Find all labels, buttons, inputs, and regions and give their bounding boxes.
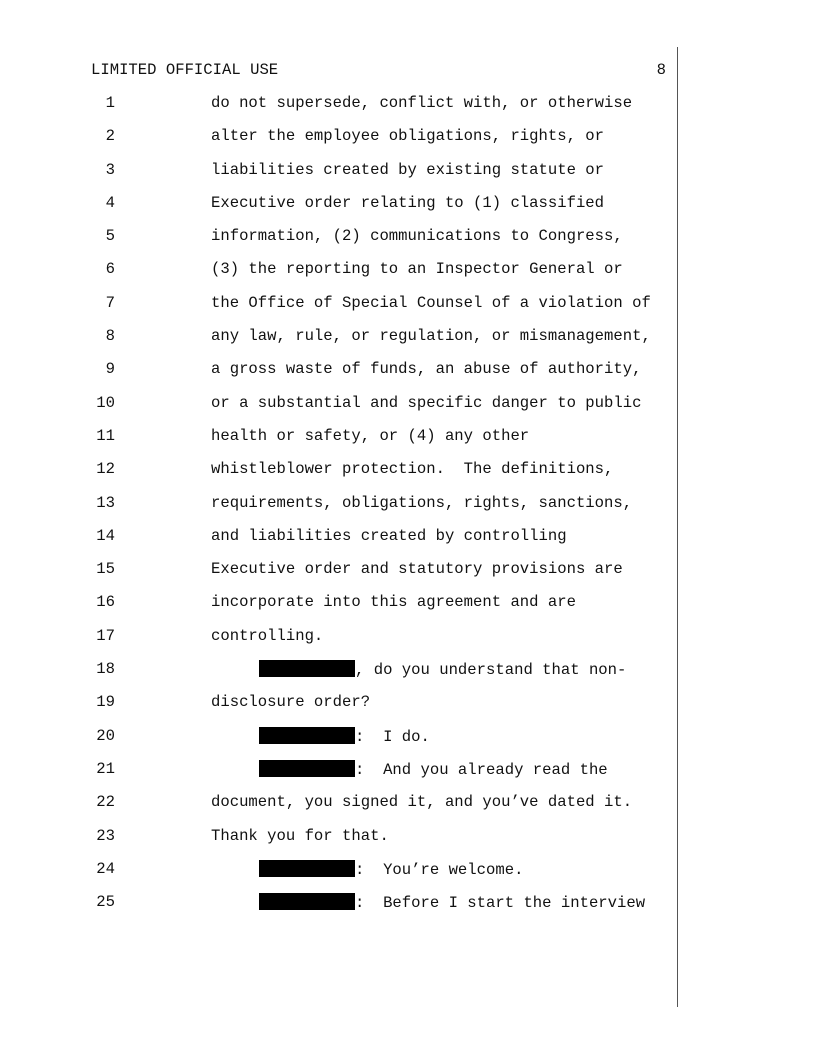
transcript-line <box>0 358 677 391</box>
line-content: : And you already read the <box>355 760 608 779</box>
line-text <box>211 227 623 245</box>
line-text <box>211 327 651 345</box>
redaction-box <box>259 860 355 877</box>
line-number: 11 <box>96 426 115 445</box>
line-number: 16 <box>96 593 115 612</box>
transcript-line <box>0 558 677 591</box>
line-text <box>259 760 608 779</box>
line-content: liabilities created by existing statute or <box>211 160 605 179</box>
transcript-line <box>0 525 677 558</box>
line-number: 7 <box>105 293 115 312</box>
transcript-line <box>0 858 677 891</box>
transcript-line <box>0 625 677 658</box>
line-content: do not supersede, conflict with, or otherwise <box>211 94 633 112</box>
transcript-line <box>0 658 677 691</box>
transcript-line <box>0 891 677 924</box>
line-text <box>211 460 613 478</box>
line-number: 4 <box>105 193 115 212</box>
line-content: (3) the reporting to an Inspector General or <box>211 260 623 279</box>
line-content: and liabilities created by controlling <box>211 526 567 545</box>
line-content: the Office of Special Counsel of a violation of <box>211 293 651 312</box>
line-content: information, (2) communications to Congress, <box>211 227 623 246</box>
transcript-line <box>0 125 677 158</box>
line-content: alter the employee obligations, rights, or <box>211 127 605 146</box>
transcript-line <box>0 758 677 791</box>
line-number: 2 <box>105 127 115 146</box>
line-number: 17 <box>96 626 115 645</box>
transcript-line <box>0 292 677 325</box>
line-text <box>211 94 632 112</box>
line-content: Executive order and statutory provisions are <box>211 560 623 579</box>
redaction-box <box>259 727 355 744</box>
line-number: 14 <box>96 526 115 545</box>
line-text <box>211 194 604 212</box>
line-number: 23 <box>96 826 115 845</box>
transcript-line <box>0 691 677 724</box>
transcript-line <box>0 159 677 192</box>
line-number: 10 <box>96 393 115 412</box>
line-text <box>211 161 604 179</box>
redaction-box <box>259 660 355 677</box>
line-number: 20 <box>96 726 115 745</box>
line-number: 3 <box>105 160 115 179</box>
line-content: document, you signed it, and you’ve dated it. <box>211 793 633 812</box>
line-number: 21 <box>96 759 115 778</box>
line-text <box>211 427 529 445</box>
line-content: controlling. <box>211 626 324 645</box>
line-number: 13 <box>96 493 115 512</box>
transcript-body <box>0 92 677 924</box>
line-content: health or safety, or (4) any other <box>211 426 530 445</box>
page-number: 8 <box>656 61 666 79</box>
line-number: 25 <box>96 893 115 912</box>
line-number: 6 <box>105 260 115 279</box>
line-text <box>211 494 632 512</box>
line-content: disclosure order? <box>211 693 371 712</box>
line-content: any law, rule, or regulation, or mismanagement, <box>211 327 651 346</box>
right-margin-rule <box>677 47 678 1007</box>
line-text <box>259 660 626 679</box>
transcript-line <box>0 825 677 858</box>
line-content: requirements, obligations, rights, sanctions, <box>211 493 633 512</box>
transcript-line <box>0 225 677 258</box>
line-text <box>211 294 651 312</box>
line-text <box>211 560 623 578</box>
redaction-box <box>259 893 355 910</box>
line-number: 1 <box>105 94 115 112</box>
line-number: 5 <box>105 227 115 246</box>
transcript-line <box>0 192 677 225</box>
line-text <box>211 527 567 545</box>
transcript-line <box>0 458 677 491</box>
line-text <box>211 127 604 145</box>
line-text <box>211 394 641 412</box>
line-text <box>211 627 323 645</box>
line-content: : Before I start the interview <box>355 894 646 913</box>
line-text <box>211 827 389 845</box>
line-text <box>259 893 645 912</box>
line-text <box>259 727 430 746</box>
transcript-line <box>0 791 677 824</box>
transcript-line <box>0 492 677 525</box>
transcript-line <box>0 591 677 624</box>
line-content: incorporate into this agreement and are <box>211 593 576 612</box>
line-text <box>211 793 632 811</box>
line-number: 24 <box>96 859 115 878</box>
line-content: : You’re welcome. <box>355 860 524 879</box>
line-text <box>211 260 623 278</box>
line-content: a gross waste of funds, an abuse of authority, <box>211 360 642 379</box>
line-text <box>211 593 576 611</box>
transcript-line <box>0 425 677 458</box>
line-content: , do you understand that non- <box>355 661 627 680</box>
classification-header: LIMITED OFFICIAL USE <box>91 61 279 79</box>
line-number: 8 <box>105 327 115 346</box>
transcript-line <box>0 325 677 358</box>
line-number: 22 <box>96 793 115 812</box>
line-number: 15 <box>96 560 115 579</box>
line-text <box>211 693 370 711</box>
line-content: Executive order relating to (1) classified <box>211 193 605 212</box>
line-text <box>259 860 523 879</box>
transcript-line <box>0 92 677 125</box>
line-number: 9 <box>105 360 115 379</box>
transcript-line <box>0 725 677 758</box>
line-text <box>211 360 641 378</box>
line-content: : I do. <box>355 727 430 746</box>
line-number: 12 <box>96 460 115 479</box>
line-content: Thank you for that. <box>211 826 389 845</box>
transcript-line <box>0 392 677 425</box>
line-content: whistleblower protection. The definitions, <box>211 460 614 479</box>
line-number: 18 <box>96 660 115 679</box>
redaction-box <box>259 760 355 777</box>
transcript-line <box>0 258 677 291</box>
line-number: 19 <box>96 693 115 712</box>
line-content: or a substantial and specific danger to public <box>211 393 642 412</box>
